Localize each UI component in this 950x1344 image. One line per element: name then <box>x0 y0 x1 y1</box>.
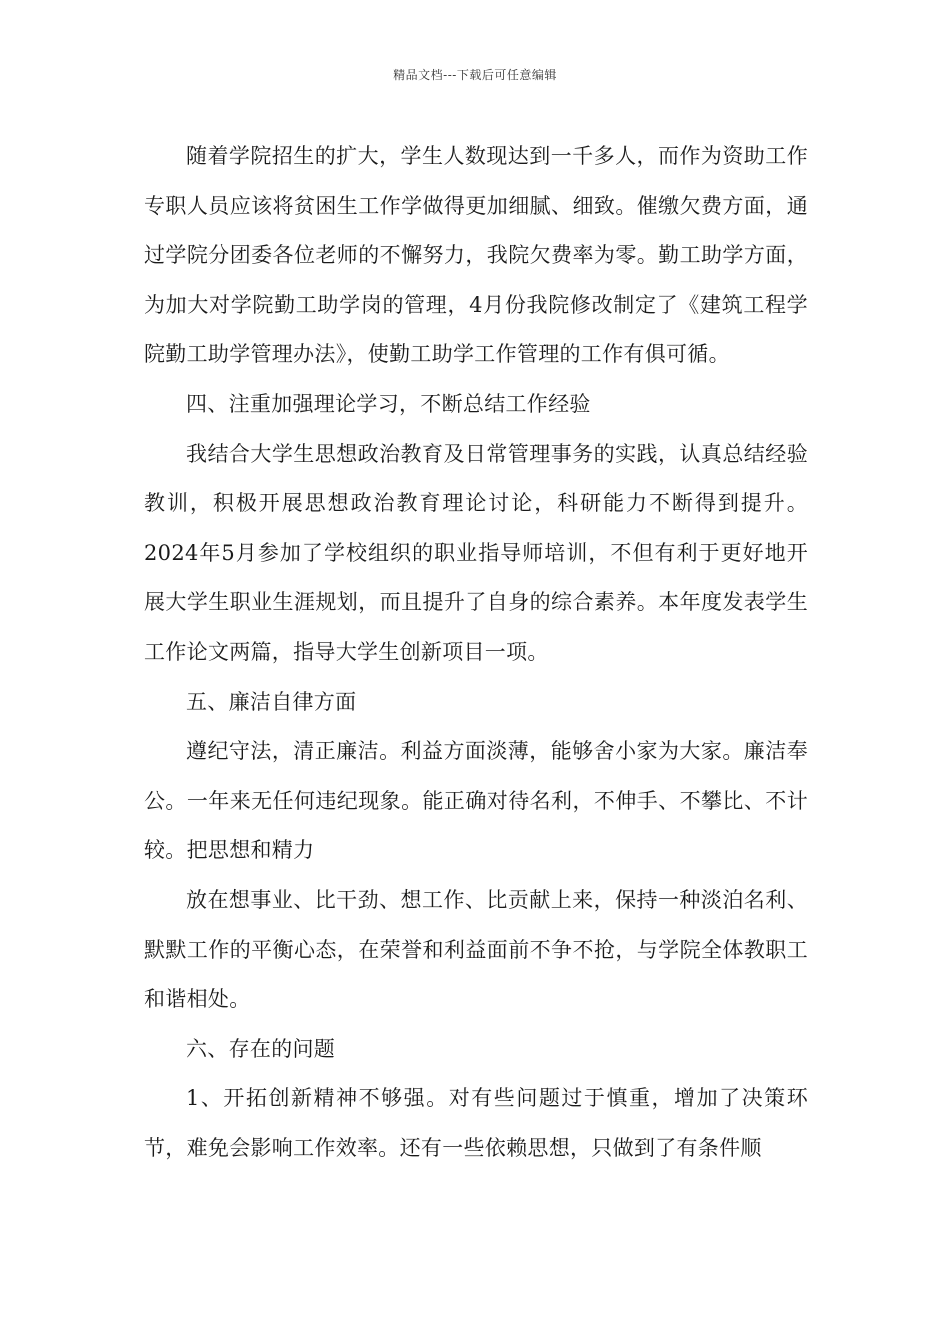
section-heading-problems: 六、存在的问题 <box>186 1036 336 1061</box>
paragraph-problem-one: 1、开拓创新精神不够强。对有些问题过于慎重，增加了决策环节，难免会影响工作效率。还有一些依赖思想，只做到了有条件顺 <box>144 1086 808 1160</box>
section-heading-theory-study: 四、注重加强理论学习，不断总结工作经验 <box>186 391 591 416</box>
paragraph-funding-work: 随着学院招生的扩大，学生人数现达到一千多人，而作为资助工作专职人员应该将贫困生工作学做得更加细腻、细致。催缴欠费方面，通过学院分团委各位老师的不懈努力，我院欠费率为零。勤工助学方面，为加大对学院勤工助学岗的管理，4月份我院修改制定了《建筑工程学院勤工助学管理办法》，使勤工助学工作管理的工作有俱可循。 <box>144 144 808 367</box>
paragraph-theory-study: 我结合大学生思想政治教育及日常管理事务的实践，认真总结经验教训，积极开展思想政治教育理论讨论，科研能力不断得到提升。2024年5月参加了学校组织的职业指导师培训，不但有利于更好地开展大学生职业生涯规划，而且提升了自身的综合素养。本年度发表学生工作论文两篇，指导大学生创新项目一项。 <box>144 441 808 664</box>
document-body <box>144 132 808 1173</box>
paragraph-integrity: 遵纪守法，清正廉洁。利益方面淡薄，能够舍小家为大家。廉洁奉公。一年来无任何违纪现象。能正确对待名利，不伸手、不攀比、不计较。把思想和精力 <box>144 739 808 863</box>
section-heading-integrity: 五、廉洁自律方面 <box>186 689 357 714</box>
paragraph-integrity-continued: 放在想事业、比干劲、想工作、比贡献上来，保持一种淡泊名利、默默工作的平衡心态，在荣誉和利益面前不争不抢，与学院全体教职工和谐相处。 <box>144 887 808 1012</box>
header-note: 精品文档---下载后可任意编辑 <box>393 68 557 82</box>
